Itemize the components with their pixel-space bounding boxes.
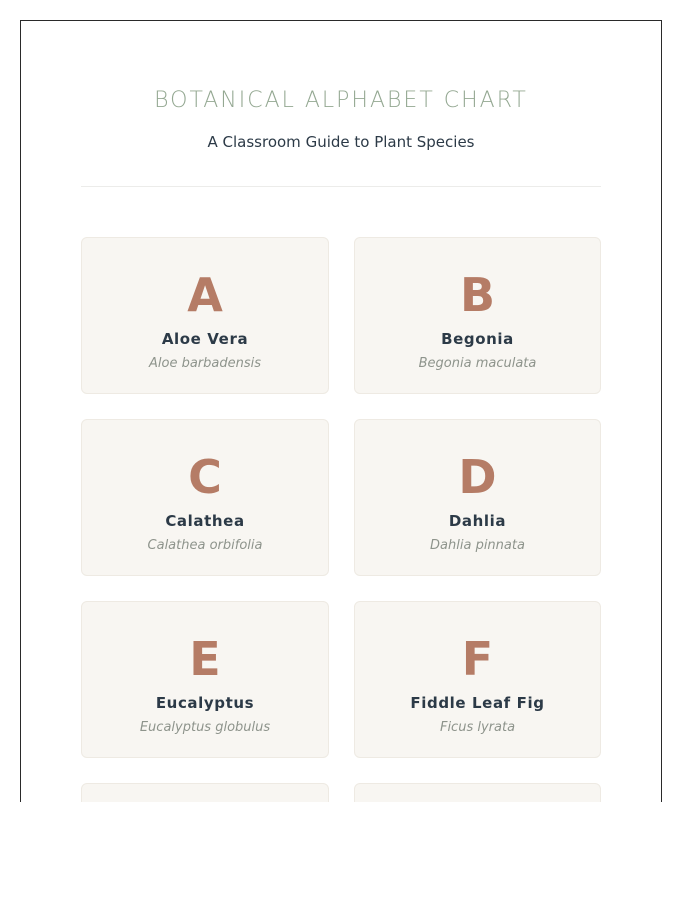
plant-card-d [354,419,601,576]
card-letter: B [459,268,496,322]
plant-card-f [354,601,601,758]
card-latin-name: Ficus lyrata [439,720,516,735]
plant-card-partial [81,783,329,802]
card-letter: A [187,268,223,322]
card-common-name: Calathea [165,512,245,530]
chart-sheet [20,20,662,802]
page-subtitle: A Classroom Guide to Plant Species [207,133,475,151]
plant-card-partial [354,783,601,802]
plant-card-b [354,237,601,394]
plant-card-a [81,237,329,394]
card-common-name: Aloe Vera [161,330,249,348]
card-common-name: Fiddle Leaf Fig [410,694,545,712]
card-letter: D [458,450,497,504]
card-common-name: Dahlia [448,512,507,530]
card-latin-name: Aloe barbadensis [148,356,262,371]
card-letter: F [461,632,494,686]
page-title: BOTANICAL ALPHABET CHART [154,88,528,113]
card-latin-name: Calathea orbifolia [147,538,263,553]
card-latin-name: Begonia maculata [418,356,537,371]
plant-card-c [81,419,329,576]
card-latin-name: Eucalyptus globulus [139,720,271,735]
header-divider [81,186,601,187]
card-common-name: Begonia [441,330,514,348]
plant-card-e [81,601,329,758]
card-letter: C [188,450,222,504]
card-letter: E [189,632,221,686]
card-common-name: Eucalyptus [155,694,255,712]
card-latin-name: Dahlia pinnata [430,538,525,553]
plant-card-grid [81,237,601,802]
